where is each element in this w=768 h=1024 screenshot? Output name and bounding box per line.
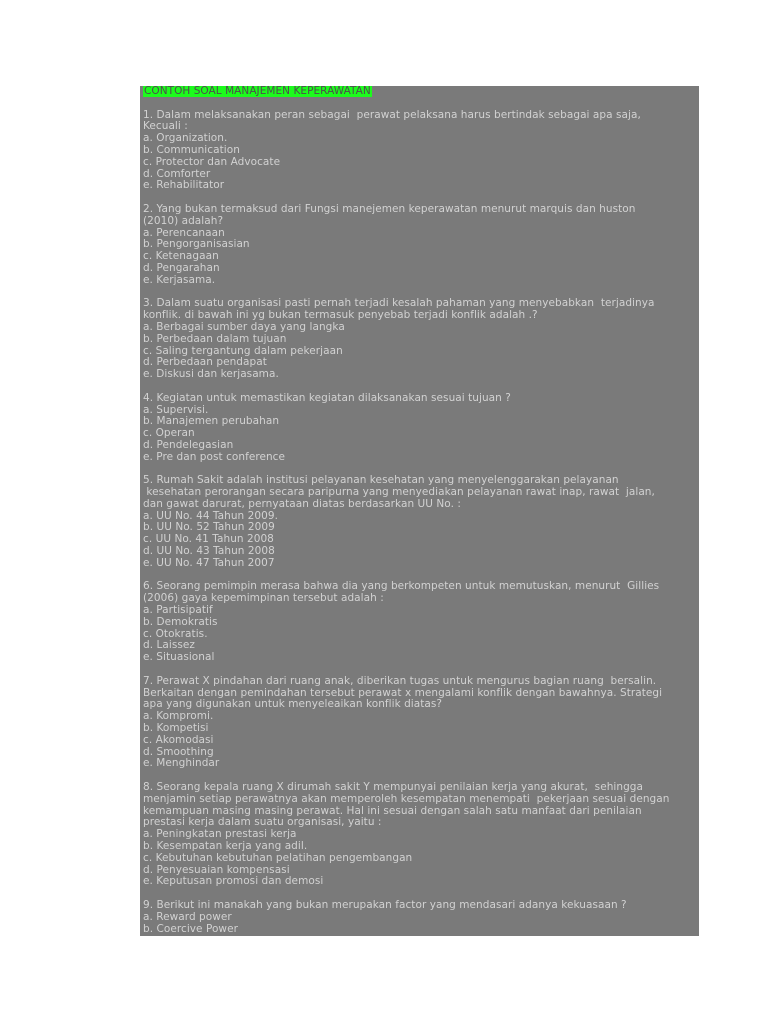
document-title: CONTOH SOAL MANAJEMEN KEPERAWATAN	[144, 86, 371, 97]
document-content	[140, 86, 699, 935]
answer-option: e. Menghindar	[143, 757, 220, 770]
question-4	[143, 393, 696, 464]
answer-option: a. Partisipatif	[143, 604, 213, 617]
question-text-line: apa yang digunakan untuk menyeleaikan konflik diatas?	[143, 698, 443, 711]
answer-option: a. UU No. 44 Tahun 2009.	[143, 509, 278, 522]
answer-option: b. Coercive Power	[143, 922, 238, 935]
answer-option: b. Perbedaan dalam tujuan	[143, 332, 287, 345]
question-7	[143, 676, 696, 770]
answer-option: e. Keputusan promosi dan demosi	[143, 875, 324, 888]
question-text-line: dan gawat darurat, pernyataan diatas berdasarkan UU No. :	[143, 497, 461, 510]
question-text-line: 3. Dalam suatu organisasi pasti pernah terjadi kesalah pahaman yang menyebabkan terjadinya	[143, 297, 655, 310]
question-text-line: prestasi kerja dalam suatu organisasi, yaitu :	[143, 816, 382, 829]
answer-option: e. Pre dan post conference	[143, 450, 286, 463]
question-text-line: 7. Perawat X pindahan dari ruang anak, diberikan tugas untuk mengurus bagian ruang bersalin.	[143, 674, 657, 687]
answer-option: e. Diskusi dan kerjasama.	[143, 368, 279, 381]
answer-option: a. Reward power	[143, 910, 232, 923]
answer-option: d. Perbedaan pendapat	[143, 356, 267, 369]
answer-option: b. Kesempatan kerja yang adil.	[143, 840, 308, 852]
answer-option: a. Berbagai sumber daya yang langka	[143, 320, 345, 333]
answer-option: b. Kompetisi	[143, 722, 209, 735]
answer-option: b. Manajemen perubahan	[143, 415, 280, 428]
question-text-line: 5. Rumah Sakit adalah institusi pelayanan kesehatan yang menyelenggarakan pelayanan	[143, 474, 619, 487]
question-text-line: menjamin setiap perawatnya akan memperoleh kesempatan menempati pekerjaan sesuai dengan	[143, 792, 670, 805]
question-text-line: 8. Seorang kepala ruang X dirumah sakit Y mempunyai penilaian kerja yang akurat, sehingga	[143, 781, 643, 794]
answer-option: b. UU No. 52 Tahun 2009	[143, 521, 275, 534]
answer-option: a. Perencanaan	[143, 226, 225, 239]
question-9	[143, 900, 696, 935]
answer-option: c. UU No. 41 Tahun 2008	[143, 533, 274, 546]
answer-option: d. Laissez	[143, 639, 195, 652]
answer-option: b. Demokratis	[143, 615, 218, 628]
answer-option: e. Kerjasama.	[143, 273, 216, 286]
question-text-line: konflik. di bawah ini yg bukan termasuk penyebab terjadi konflik adalah .?	[143, 309, 538, 322]
question-text-line: 2. Yang bukan termaksud dari Fungsi manejemen keperawatan menurut marquis dan huston	[143, 202, 636, 215]
question-1	[143, 110, 696, 193]
question-8	[143, 782, 696, 888]
answer-option: d. Pendelegasian	[143, 438, 234, 451]
question-5	[143, 475, 696, 569]
answer-option: d. UU No. 43 Tahun 2008	[143, 545, 275, 558]
answer-option: c. Otokratis.	[143, 627, 208, 640]
answer-option: c. Akomodasi	[143, 733, 214, 746]
question-text-line: Kecuali :	[143, 120, 188, 133]
answer-option: c. Protector dan Advocate	[143, 155, 281, 168]
answer-option: b. Pengorganisasian	[143, 238, 250, 251]
answer-option: e. UU No. 47 Tahun 2007	[143, 556, 275, 569]
answer-option: c. Saling tergantung dalam pekerjaan	[143, 344, 343, 357]
question-text-line: 9. Berikut ini manakah yang bukan merupakan factor yang mendasari adanya kekuasaan ?	[143, 898, 627, 911]
answer-option: a. Peningkatan prestasi kerja	[143, 828, 297, 841]
answer-option: c. Ketenagaan	[143, 250, 219, 263]
answer-option: d. Pengarahan	[143, 261, 220, 274]
question-text-line: Berkaitan dengan pemindahan tersebut perawat x mengalami konflik dengan bawahnya. Strategi	[143, 686, 663, 699]
question-3	[143, 298, 696, 381]
answer-option: c. Operan	[143, 427, 195, 440]
question-text-line: kemampuan masing masing perawat. Hal ini sesuai dengan salah satu manfaat dari penilaian	[143, 804, 642, 817]
answer-option: a. Organization.	[143, 132, 228, 145]
question-text-line: (2010) adalah?	[143, 214, 224, 227]
answer-option: a. Supervisi.	[143, 403, 209, 416]
answer-option: d. Smoothing	[143, 745, 214, 758]
answer-option: b. Communication	[143, 143, 240, 156]
question-text-line: 6. Seorang pemimpin merasa bahwa dia yang berkompeten untuk memutuskan, menurut Gillies	[143, 580, 660, 593]
answer-option: e. Rehabilitator	[143, 179, 225, 192]
question-6	[143, 581, 696, 664]
answer-option: e. Situasional	[143, 651, 215, 664]
answer-option: a. Kompromi.	[143, 710, 214, 723]
question-text-line: (2006) gaya kepemimpinan tersebut adalah :	[143, 592, 384, 605]
question-text-line: 4. Kegiatan untuk memastikan kegiatan dilaksanakan sesuai tujuan ?	[143, 391, 511, 404]
answer-option: c. Kebutuhan kebutuhan pelatihan pengembangan	[143, 851, 413, 864]
question-text-line: 1. Dalam melaksanakan peran sebagai perawat pelaksana harus bertindak sebagai apa saja,	[143, 108, 641, 121]
question-2	[143, 204, 696, 287]
answer-option: d. Comforter	[143, 167, 211, 180]
question-text-line: kesehatan perorangan secara paripurna yang menyediakan pelayanan rawat inap, rawat jalan,	[143, 486, 655, 499]
document-page	[140, 86, 699, 936]
answer-option: d. Penyesuaian kompensasi	[143, 863, 290, 876]
question-list	[143, 110, 696, 936]
